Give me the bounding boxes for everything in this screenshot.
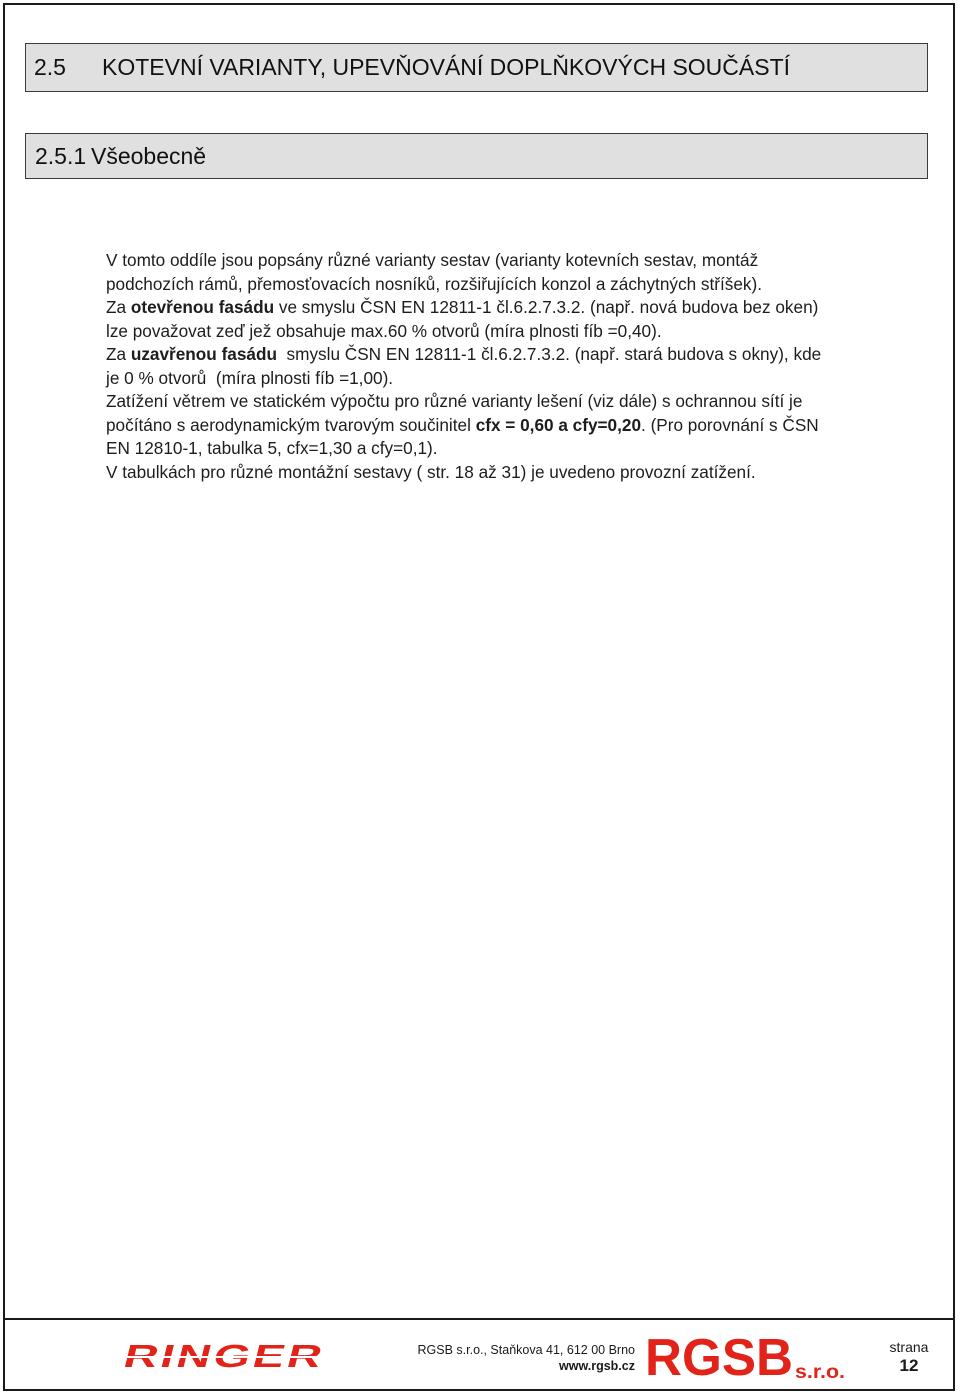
body-line <box>106 414 928 438</box>
body-paragraph <box>106 249 928 484</box>
body-text-run: počítáno s aerodynamickým tvarovým součinitel <box>106 414 476 435</box>
body-text-run: Za <box>106 344 131 364</box>
body-line <box>106 343 928 367</box>
section-title: KOTEVNÍ VARIANTY, UPEVŇOVÁNÍ DOPLŇKOVÝCH SOUČÁSTÍ <box>102 54 791 80</box>
body-line: lze považovat zeď jež obsahuje max.60 % otvorů (míra plnosti fíb =0,40). <box>106 320 662 341</box>
coefficient-values: cfx = 0,60 a cfy=0,20 <box>475 414 642 435</box>
rgsb-logo-text: RGSB <box>645 1333 793 1381</box>
page-frame <box>3 3 955 1391</box>
body-line: V tomto oddíle jsou popsány různé varianty sestav (varianty kotevních sestav, montáž <box>106 250 759 270</box>
subsection-number: 2.5.1 <box>35 142 87 169</box>
body-line: podchozích rámů, přemosťovacích nosníků, rozšiřujících konzol a záchytných stříšek). <box>106 273 763 294</box>
ringer-logo <box>115 1338 333 1374</box>
closed-facade-term: uzavřenou fasádu <box>130 344 277 364</box>
body-text-run: . (Pro porovnání s ČSN <box>641 414 819 435</box>
section-heading <box>25 43 928 92</box>
ringer-logo-stripe <box>117 1356 331 1358</box>
body-text-run: Za <box>106 297 131 317</box>
rgsb-logo <box>645 1333 845 1381</box>
company-info <box>395 1342 635 1374</box>
company-website[interactable]: www.rgsb.cz <box>559 1359 635 1373</box>
body-line: EN 12810-1, tabulka 5, cfx=1,30 a cfy=0,1). <box>106 438 438 458</box>
page-number: 12 <box>899 1356 919 1375</box>
section-number: 2.5 <box>34 54 66 80</box>
body-line: V tabulkách pro různé montážní sestavy ( str. 18 až 31) je uvedeno provozní zatížení. <box>106 461 756 482</box>
ringer-logo-text: RINGER <box>120 1338 266 1374</box>
open-facade-term: otevřenou fasádu <box>130 297 275 317</box>
subsection-title: Všeobecně <box>91 142 207 169</box>
rgsb-logo-suffix: s.r.o. <box>795 1362 845 1381</box>
body-line: je 0 % otvorů (míra plnosti fíb =1,00). <box>106 367 394 388</box>
body-text-run: ve smyslu ČSN EN 12811-1 čl.6.2.7.3.2. (např. nová budova bez oken) <box>274 297 819 317</box>
page-label: strana <box>889 1339 929 1355</box>
body-line <box>106 296 928 320</box>
subsection-heading <box>25 133 928 179</box>
body-text-run: smyslu ČSN EN 12811-1 čl.6.2.7.3.2. (např. stará budova s okny), kde <box>276 344 822 364</box>
company-address: RGSB s.r.o., Staňkova 41, 612 00 Brno <box>417 1343 635 1357</box>
body-line: Zatížení větrem ve statickém výpočtu pro různé varianty lešení (viz dále) s ochrannou sítí je <box>106 391 803 411</box>
